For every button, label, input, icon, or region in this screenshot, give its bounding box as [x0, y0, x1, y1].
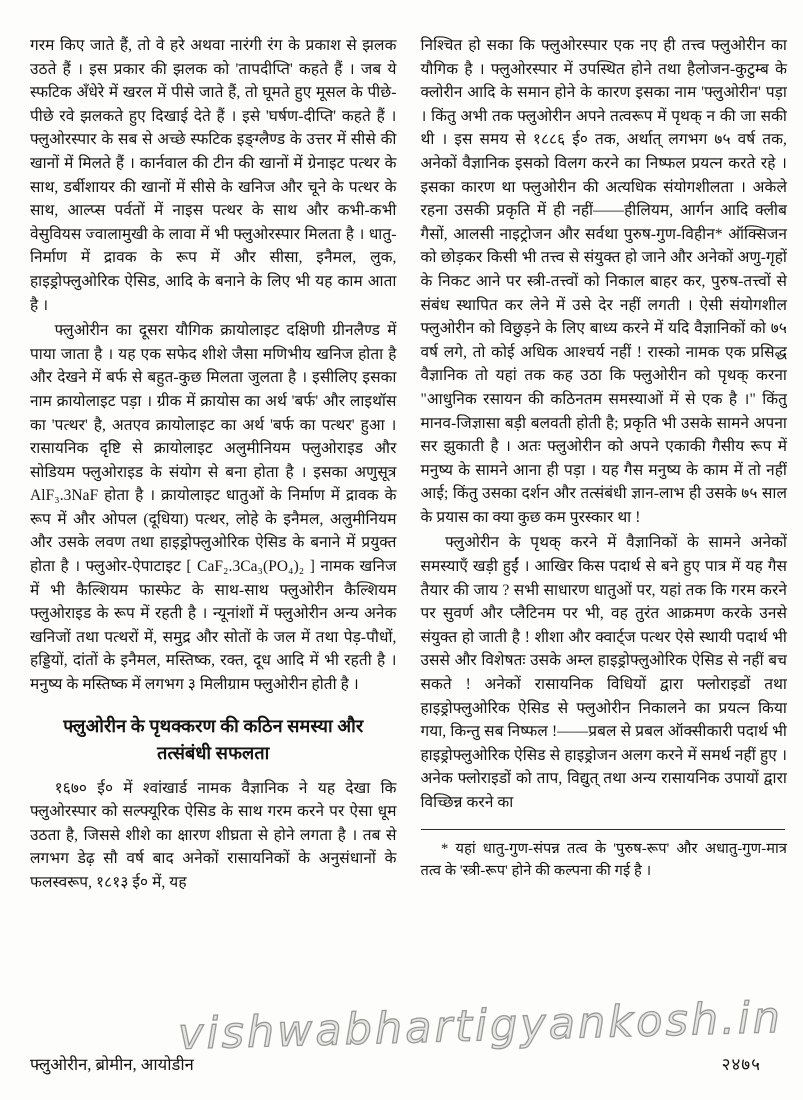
- page-number: २४७५: [721, 1055, 761, 1074]
- footnote-block: [421, 829, 788, 883]
- running-title: फ्लुओरीन, ब्रोमीन, आयोडीन: [30, 1055, 194, 1074]
- right-column: [421, 34, 788, 895]
- footnote-divider: [421, 829, 786, 830]
- paragraph-history-continued: निश्चित हो सका कि फ्लुओरस्पार एक नए ही तत्त्व फ्लुओरीन का यौगिक है । फ्लुओरस्पार में उपस्थित होने तथा हैलोजन-कुटुम्ब के क्लोरीन आदि के समान होने के कारण इसका नाम 'फ्लुओरीन' पड़ा । किंतु अभी तक फ्लुओरीन अपने तत्वरूप में पृथक् न की जा सकी थी । इस समय से १८८६ ई० तक, अर्थात् लगभग ७५ वर्ष तक, अनेकों वैज्ञानिक इसको विलग करने का निष्फल प्रयत्न करते रहे । इसका कारण था फ्लुओरीन की अत्यधिक संयोगशीलता । अकेले रहना उसकी प्रकृति में ही नहीं——हीलियम, आर्गन आदि क्लीब गैसों, आलसी नाइट्रोजन और सर्वथा पुरुष-गुण-विहीन* ऑक्सिजन को छोड़कर किसी भी तत्त्व से संयुक्त हो जाने और अनेकों अणु-गृहों के निकट आने पर स्त्री-तत्त्वों को निकाल बाहर कर, पुरुष-तत्त्वों से संबंध स्थापित कर लेने में उसे देर नहीं लगती । ऐसी संयोगशील फ्लुओरीन को विछुड़ने के लिए बाध्य करने में यदि वैज्ञानिकों को ७५ वर्ष लगे, तो कोई अधिक आश्चर्य नहीं ! रास्को नामक एक प्रसिद्ध वैज्ञानिक तो यहां तक कह उठा कि फ्लुओरीन को पृथक् करना "आधुनिक रसायन की कठिनतम समस्याओं में से एक है ।" किंतु मानव-जिज्ञासा बड़ी बलवती होती है; प्रकृति भी उसके सामने अपना सर झुकाती है । अतः फ्लुओरीन को अपने एकाकी गैसीय रूप में मनुष्य के सामने आना ही पड़ा । यह गैस मनुष्य के काम में तो नहीं आई; किंतु उसका दर्शन और तत्संबंधी ज्ञान-लाभ ही उसके ७५ साल के प्रयास का क्या कुछ कम पुरस्कार था !: [420, 37, 787, 526]
- page-footer: [30, 1052, 761, 1075]
- footnote-text: * यहां धातु-गुण-संपन्न तत्व के 'पुरुष-रूप' और अधातु-गुण-मात्र तत्व के 'स्त्री-रूप' होने की कल्पना की गई है ।: [420, 840, 787, 880]
- left-column: [30, 34, 397, 895]
- paragraph-isolation-problems: फ्लुओरीन के पृथक् करने में वैज्ञानिकों के सामने अनेकों समस्याएँ खड़ी हुईं । आखिर किस पदार्थ से बने हुए पात्र में यह गैस तैयार की जाय ? सभी साधारण धातुओं पर, यहां तक कि गरम करने पर सुवर्ण और प्लैटिनम पर भी, वह तुरंत आक्रमण करके उनसे संयुक्त हो जाती है ! शीशा और क्वार्ट्ज पत्थर ऐसे स्थायी पदार्थ भी उससे और विशेषतः उसके अम्ल हाइड्रोफ्लुओरिक ऐसिड से नहीं बच सकते ! अनेकों रासायनिक विधियों द्वारा फ्लोराइडों तथा हाइड्रोफ्लुओरिक ऐसिड से फ्लुओरीन निकालने का प्रयत्न किया गया, किन्तु सब निष्फल !——प्रबल से प्रबल ऑक्सीकारी पदार्थ भी हाइड्रोफ्लुओरिक ऐसिड से हाइड्रोजन अलग करने में समर्थ नहीं हुए । अनेक फ्लोराइडों को ताप, विद्युत् तथा अन्य रासायनिक उपायों द्वारा विच्छिन्न करने का: [420, 534, 787, 811]
- site-watermark: vishwabhartigyankosh.in: [177, 992, 784, 1060]
- paragraph-thermoluminescence: गरम किए जाते हैं, तो वे हरे अथवा नारंगी रंग के प्रकाश से झलक उठते हैं । इस प्रकार की झलक को 'तापदीप्ति' कहते हैं । जब ये स्फटिक अँधेरे में खरल में पीसे जाते हैं, तो घूमते हुए मूसल के पीछे-पीछे रवे झलकते हुए दिखाई देते हैं । इसे 'घर्षण-दीप्ति' कहते हैं । फ्लुओरस्पार के सब से अच्छे स्फटिक इङ्ग्लैण्ड के उत्तर में सीसे की खानों में मिलते हैं । कार्नवाल की टीन की खानों में ग्रेनाइट पत्थर के साथ, डर्बीशायर की खानों में सीसे के खनिज और चूने के पत्थर के साथ, आल्प्स पर्वतों में नाइस पत्थर के साथ और कभी-कभी वेसुवियस ज्वालामुखी के लावा में भी फ्लुओरस्पार मिलता है । धातु-निर्माण में द्रावक के रूप में और सीसा, इनैमल, लुक, हाइड्रोफ्लुओरिक ऐसिड, आदि के बनाने के लिए भी यह काम आता है ।: [30, 37, 397, 314]
- paragraph-cryolite: फ्लुओरीन का दूसरा यौगिक क्रायोलाइट दक्षिणी ग्रीनलैण्ड में पाया जाता है । यह एक सफेद शीशे जैसा मणिभीय खनिज होता है और देखने में बर्फ से बहुत-कुछ मिलता जुलता है । इसीलिए इसका नाम क्रायोलाइट पड़ा । ग्रीक में क्रायोस का अर्थ 'बर्फ' और लाइथॉस का 'पत्थर' है, अतएव क्रायोलाइट का अर्थ 'बर्फ का पत्थर' हुआ । रासायनिक दृष्टि से क्रायोलाइट अलुमीनियम फ्लुओराइड और सोडियम फ्लुओराइड के संयोग से बना होता है । इसका अणुसूत्र AlF₃.3NaF होता है । क्रायोलाइट धातुओं के निर्माण में द्रावक के रूप में और ओपल (दूधिया) पत्थर, लोहे के इनैमल, अलुमीनियम और उसके लवण तथा हाइड्रोफ्लुओरिक ऐसिड के बनाने में प्रयुक्त होता है । फ्लुओर-ऐपाटाइट [ CaF₂.3Ca₃(PO₄)₂ ] नामक खनिज में भी कैल्शियम फास्फेट के साथ-साथ फ्लुओरीन कैल्शियम फ्लुओराइड के रूप में रहती है । न्यूनांशों में फ्लुओरीन अन्य अनेक खनिजों तथा पत्थरों में, समुद्र और सोतों के जल में तथा पेड़-पौधों, हड्डियों, दांतों के इनैमल, मस्तिष्क, रक्त, दूध आदि में भी रहती है । मनुष्य के मस्तिष्क में लगभग ३ मिलीग्राम फ्लुओरीन होती है ।: [30, 322, 397, 694]
- paragraph-history-start: १६७० ई० में श्वांखार्ड नामक वैज्ञानिक ने यह देखा कि फ्लुओरस्पार को सल्फ्यूरिक ऐसिड के साथ गरम करने पर ऐसा धूम उठता है, जिससे शीशे का क्षारण शीघ्रता से होने लगता है । तब से लगभग डेढ़ सौ वर्ष बाद अनेकों रासायनिकों के अनुसंधानों के फलस्वरूप, १८१३ ई० में, यह: [30, 779, 397, 891]
- section-heading: फ्लुओरीन के पृथक्करण की कठिन समस्या और तत्संबंधी सफलता: [63, 715, 364, 763]
